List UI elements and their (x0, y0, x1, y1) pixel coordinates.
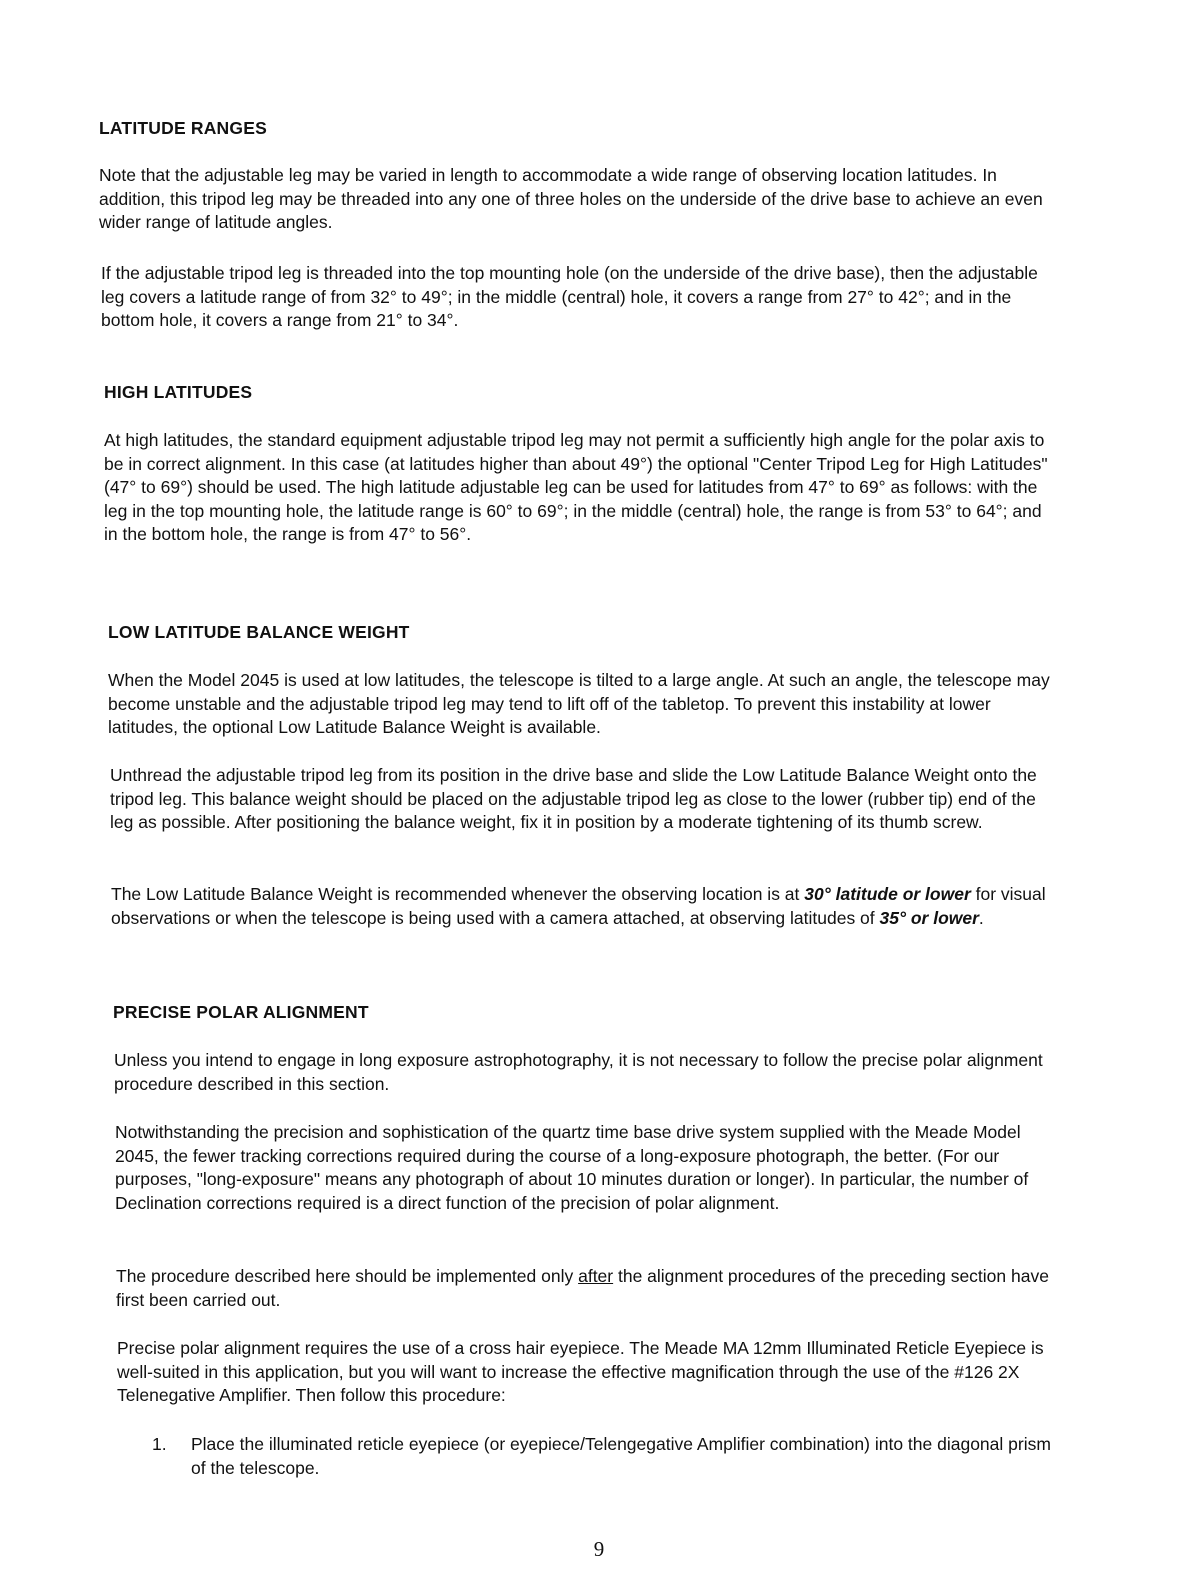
paragraph-polar-1: Unless you intend to engage in long exposure astrophotography, it is not necessary to follow the precise polar alignment procedure described in this section. (114, 1050, 1043, 1094)
paragraph-polar-2: Notwithstanding the precision and sophistication of the quartz time base drive system supplied with the Meade Model 2045, the fewer tracking corrections required during the course of a long-exposure photograph, the better. (For our purposes, "long-exposure" means any photograph of about 10 minutes duration or longer). In particular, the number of Declination corrections required is a direct function of the precision of polar alignment. (115, 1122, 1029, 1213)
after-underlined: after (578, 1266, 614, 1286)
paragraph-low-latitude-1: When the Model 2045 is used at low latitudes, the telescope is tilted to a large angle. At such an angle, the telescope may become unstable and the adjustable tripod leg may tend to lift off of the tabletop. To prevent this instability at lower latitudes, the optional Low Latitude Balance Weight is available. (108, 670, 1050, 737)
paragraph-polar-4: Precise polar alignment requires the use of a cross hair eyepiece. The Meade MA 12mm Illuminated Reticle Eyepiece is well-suited in this application, but you will want to increase the effective magnification through the use of the #126 2X Telenegative Amplifier. Then follow this procedure: (117, 1338, 1044, 1405)
paragraph-polar-3 (116, 1265, 1066, 1312)
weight-text-part3: . (978, 907, 984, 928)
paragraph-low-latitude-2: Unthread the adjustable tripod leg from its position in the drive base and slide the Low Latitude Balance Weight onto the tripod leg. This balance weight should be placed on the adjustable tripod leg as close to the lower (rubber tip) end of the leg as possible. After positioning the balance weight, fix it in position by a moderate tightening of its thumb screw. (110, 765, 1037, 832)
step-number: 1. (152, 1434, 167, 1454)
weight-emphasis-30-degrees: 30° latitude or lower (804, 884, 971, 904)
paragraph-low-latitude-3 (111, 883, 1061, 930)
paragraph-latitude-ranges-2: If the adjustable tripod leg is threaded into the top mounting hole (on the underside of the drive base), then the adjustable leg covers a latitude range of from 32° to 49°; in the middle (central) hole, it covers a range from 27° to 42°; and in the bottom hole, it covers a range from 21° to 34°. (101, 263, 1038, 330)
after-text-part1: The procedure described here should be implemented only (116, 1266, 579, 1286)
weight-text-part2: for visual observations or when the telescope is being used with a camera attached, at observing latitudes of (111, 884, 1046, 928)
paragraph-high-latitudes-1: At high latitudes, the standard equipment adjustable tripod leg may not permit a sufficiently high angle for the polar axis to be in correct alignment. In this case (at latitudes higher than about 49°) the optional "Center Tripod Leg for High Latitudes" (47° to 69°) should be used. The high latitude adjustable leg can be used for latitudes from 47° to 69° as follows: with the leg in the top mounting hole, the latitude range is 60° to 69°; in the middle (central) hole, the range is from 53° to 64°; and in the bottom hole, the range is from 47° to 56°. (104, 430, 1048, 544)
heading-low-latitude-balance-weight: LOW LATITUDE BALANCE WEIGHT (108, 622, 410, 642)
weight-emphasis-35-degrees: 35° or lower (879, 907, 979, 928)
list-item (152, 1433, 1052, 1480)
weight-text-part1: The Low Latitude Balance Weight is recommended whenever the observing location is at (111, 884, 805, 904)
heading-high-latitudes: HIGH LATITUDES (104, 382, 253, 402)
heading-precise-polar-alignment: PRECISE POLAR ALIGNMENT (113, 1002, 369, 1022)
heading-latitude-ranges: LATITUDE RANGES (99, 118, 267, 138)
step-text: Place the illuminated reticle eyepiece (or eyepiece/Telengegative Amplifier combination) into the diagonal prism of the telescope. (191, 1434, 1051, 1478)
paragraph-latitude-ranges-1: Note that the adjustable leg may be varied in length to accommodate a wide range of observing location latitudes. In addition, this tripod leg may be threaded into any one of three holes on the underside of the drive base to achieve an even wider range of latitude angles. (99, 165, 1043, 232)
page-number: 9 (593, 1537, 605, 1561)
after-text-part2: the alignment procedures of the preceding section have first been carried out. (116, 1266, 1049, 1310)
